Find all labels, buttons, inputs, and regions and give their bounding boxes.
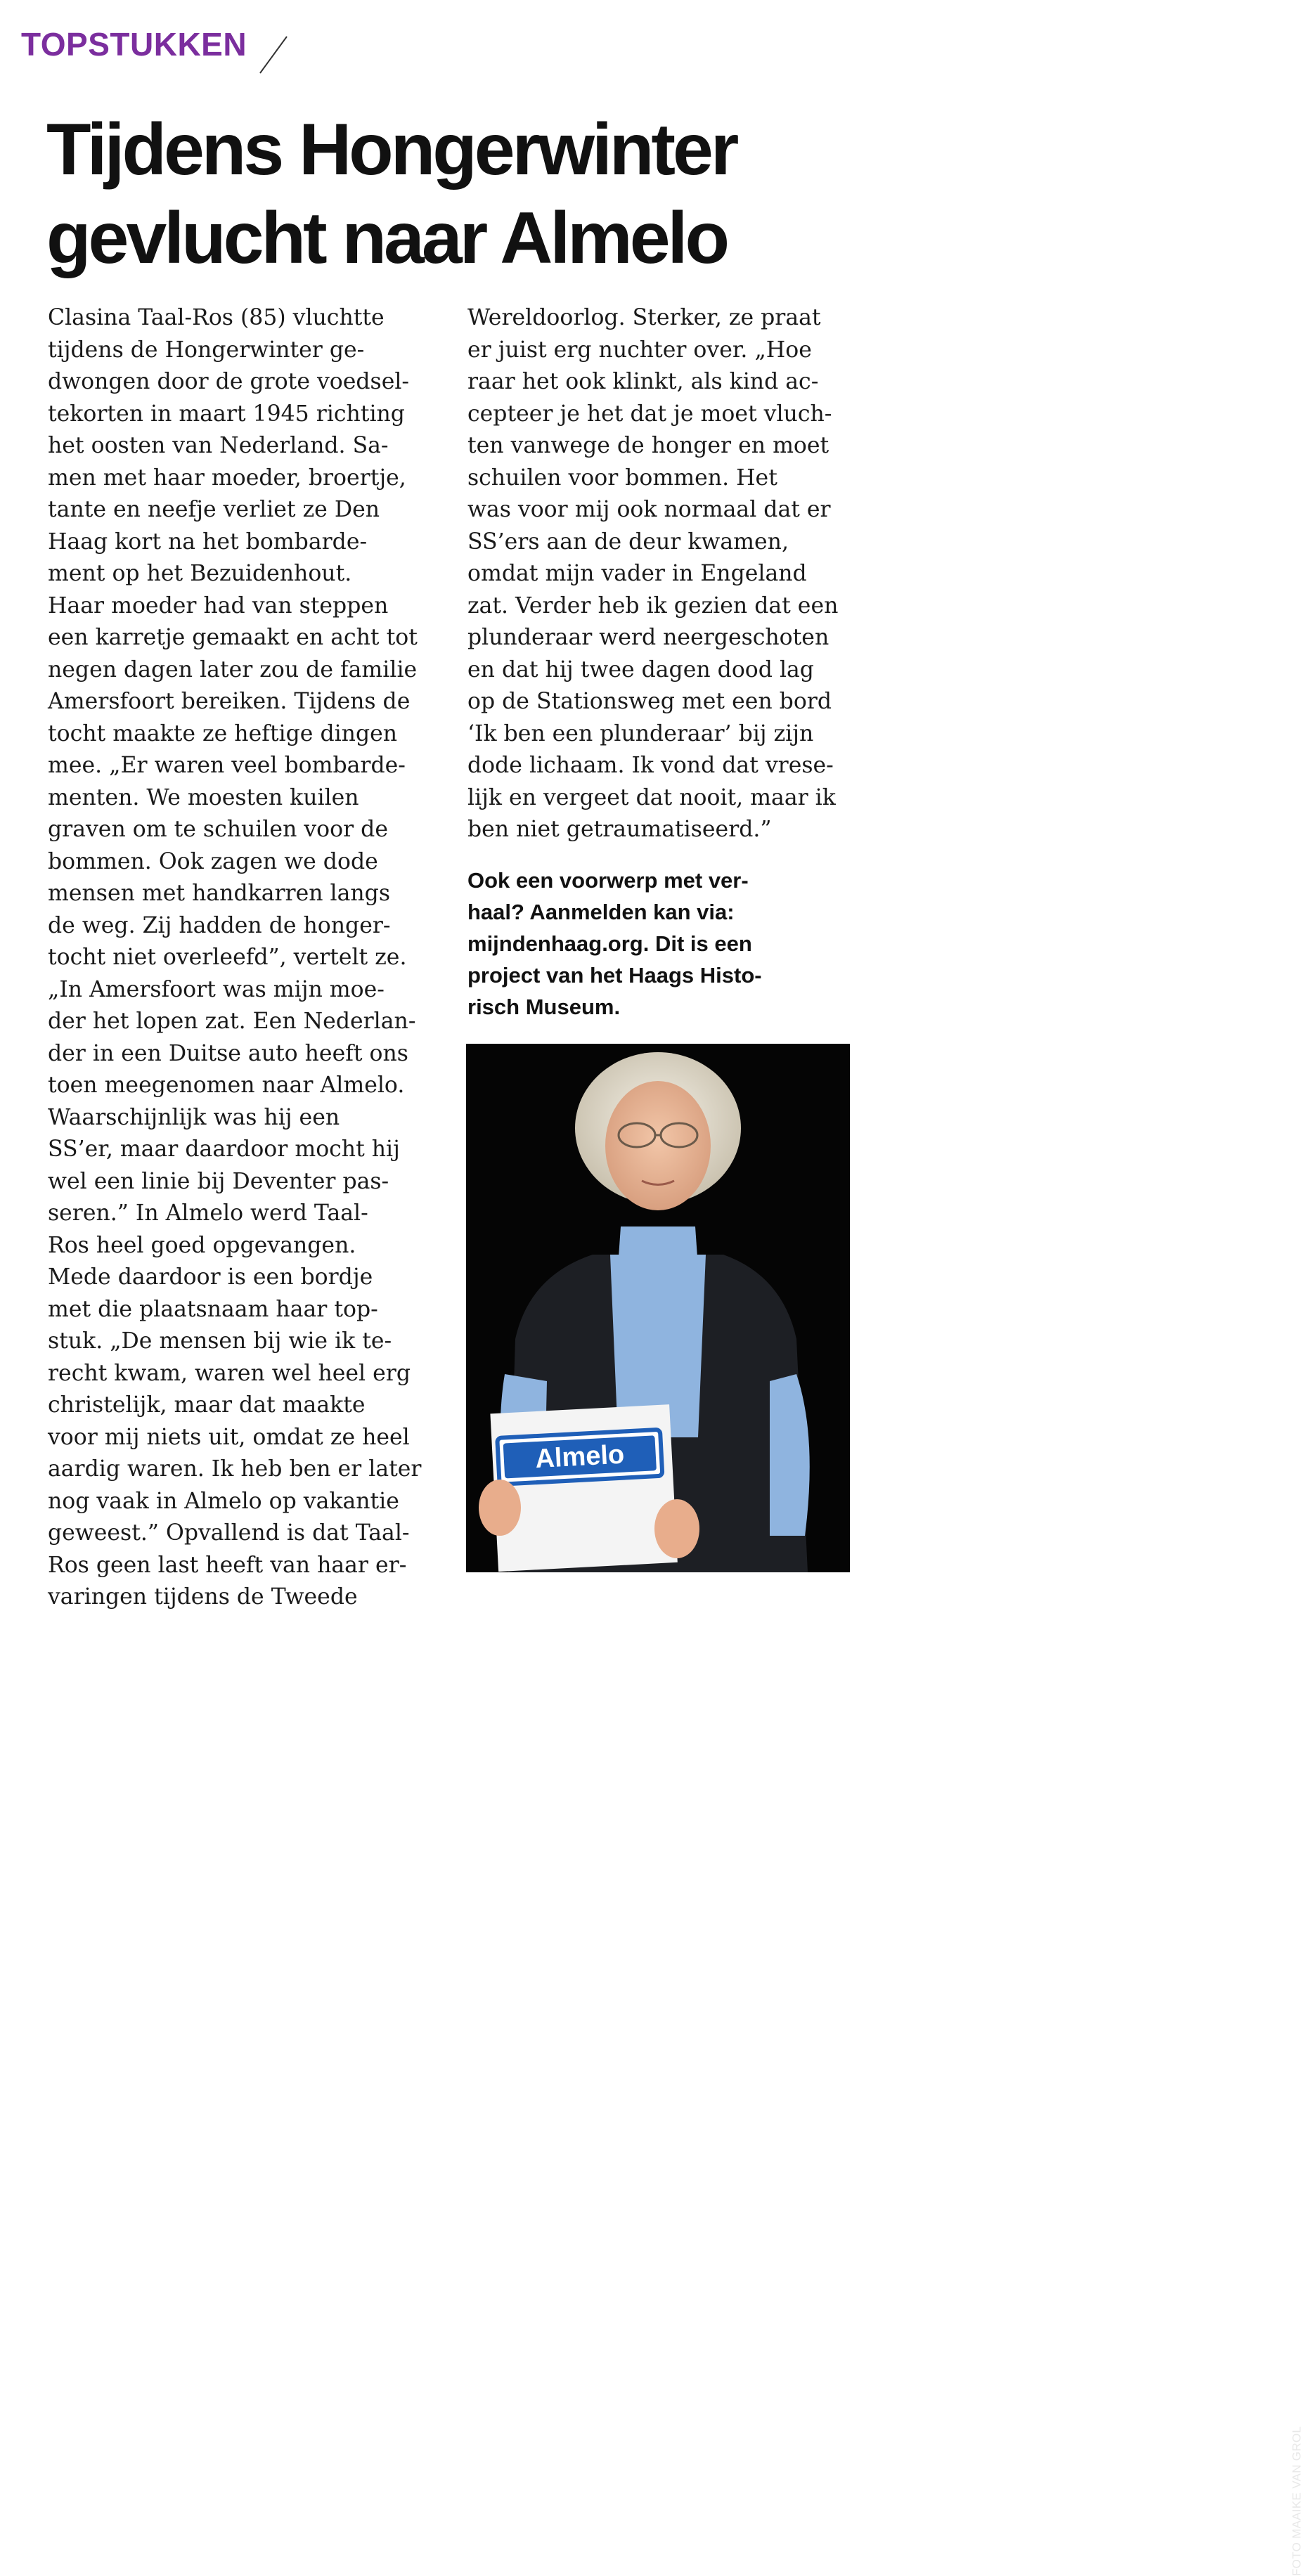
text-line: christelijk, maar dat maakte bbox=[48, 1392, 366, 1418]
text-line: plunderaar werd neergeschoten bbox=[467, 625, 829, 650]
text-line: mensen met handkarren langs bbox=[48, 881, 391, 906]
text-line: was voor mij ook normaal dat er bbox=[467, 497, 831, 522]
section-kicker: TOPSTUKKEN bbox=[21, 26, 247, 63]
text-line: Wereldoorlog. Sterker, ze praat bbox=[467, 305, 821, 330]
text-line: een karretje gemaakt en acht tot bbox=[48, 625, 418, 650]
text-line: negen dagen later zou de familie bbox=[48, 656, 418, 682]
text-line: der het lopen zat. Een Nederlan- bbox=[48, 1009, 416, 1034]
text-line: haal? Aanmelden kan via: bbox=[467, 900, 735, 924]
text-line: mee. „Er waren veel bombarde- bbox=[48, 753, 406, 778]
text-line: cepteer je het dat je moet vluch- bbox=[467, 401, 832, 427]
text-line: menten. We moesten kuilen bbox=[48, 784, 359, 810]
text-line: met die plaatsnaam haar top- bbox=[48, 1296, 378, 1322]
text-line: Ros geen last heeft van haar er- bbox=[48, 1552, 407, 1578]
text-line: risch Museum. bbox=[467, 995, 621, 1019]
text-line: dwongen door de grote voedsel- bbox=[48, 369, 410, 394]
text-line: omdat mijn vader in Engeland bbox=[467, 561, 807, 586]
text-line: ben niet getraumatiseerd.” bbox=[467, 817, 772, 842]
text-line: voor mij niets uit, omdat ze heel bbox=[48, 1424, 410, 1450]
text-line: en dat hij twee dagen dood lag bbox=[467, 656, 814, 682]
text-line: Haag kort na het bombarde- bbox=[48, 529, 368, 555]
text-line: nog vaak in Almelo op vakantie bbox=[48, 1488, 399, 1514]
text-line: tijdens de Hongerwinter ge- bbox=[48, 337, 365, 363]
headline-line: Tijdens Hongerwinter bbox=[46, 109, 737, 190]
text-line: ment op het Bezuidenhout. bbox=[48, 561, 352, 586]
text-line: bommen. Ook zagen we dode bbox=[48, 848, 378, 874]
text-line: seren.” In Almelo werd Taal- bbox=[48, 1200, 368, 1226]
text-line: Amersfoort bereiken. Tijdens de bbox=[48, 689, 411, 714]
headline-line: gevlucht naar Almelo bbox=[46, 198, 727, 279]
text-line: tocht maakte ze heftige dingen bbox=[48, 720, 398, 746]
text-line: ten vanwege de honger en moet bbox=[467, 433, 829, 458]
photo-credit: FOTO MAAIKE VAN GROL bbox=[1290, 2426, 1303, 2576]
text-line: tante en neefje verliet ze Den bbox=[48, 497, 380, 522]
text-line: zat. Verder heb ik gezien dat een bbox=[467, 593, 839, 619]
text-line: Waarschijnlijk was hij een bbox=[48, 1104, 340, 1130]
text-line: het oosten van Nederland. Sa- bbox=[48, 433, 389, 458]
text-line: wel een linie bij Deventer pas- bbox=[48, 1168, 389, 1194]
text-line: tocht niet overleefd”, vertelt ze. bbox=[48, 945, 407, 970]
text-line: SS’ers aan de deur kwamen, bbox=[467, 529, 789, 555]
text-line: geweest.” Opvallend is dat Taal- bbox=[48, 1520, 410, 1546]
article-body-left-column bbox=[48, 302, 441, 1614]
text-line: de weg. Zij hadden de honger- bbox=[48, 912, 391, 938]
portrait-illustration bbox=[466, 1044, 850, 1572]
kicker-slash-divider bbox=[257, 35, 290, 75]
text-line: Clasina Taal-Ros (85) vluchtte bbox=[48, 305, 385, 330]
text-line: aardig waren. Ik heb ben er later bbox=[48, 1456, 422, 1482]
text-line: SS’er, maar daardoor mocht hij bbox=[48, 1137, 400, 1162]
almelo-sign-text: Almelo bbox=[534, 1439, 626, 1475]
text-line: Ros heel goed opgevangen. bbox=[48, 1232, 356, 1258]
article-headline bbox=[46, 105, 883, 283]
text-line: schuilen voor bommen. Het bbox=[467, 465, 777, 491]
callout-box bbox=[467, 865, 861, 1023]
text-line: Mede daardoor is een bordje bbox=[48, 1264, 373, 1290]
text-line: tekorten in maart 1945 richting bbox=[48, 401, 405, 427]
text-line: men met haar moeder, broertje, bbox=[48, 465, 406, 491]
text-line: stuk. „De mensen bij wie ik te- bbox=[48, 1328, 392, 1354]
text-line: mijndenhaag.org. Dit is een bbox=[467, 931, 752, 956]
article-body-right-column bbox=[467, 302, 861, 846]
text-line: project van het Haags Histo- bbox=[467, 963, 762, 988]
text-line: lijk en vergeet dat nooit, maar ik bbox=[467, 784, 836, 810]
text-line: Haar moeder had van steppen bbox=[48, 593, 389, 619]
text-line: raar het ook klinkt, als kind ac- bbox=[467, 369, 819, 394]
portrait-photo bbox=[466, 1044, 1303, 2576]
text-line: dode lichaam. Ik vond dat vrese- bbox=[467, 753, 834, 778]
text-line: er juist erg nuchter over. „Hoe bbox=[467, 337, 812, 363]
text-line: ‘Ik ben een plunderaar’ bij zijn bbox=[467, 720, 814, 746]
text-line: recht kwam, waren wel heel erg bbox=[48, 1360, 411, 1386]
text-line: toen meegenomen naar Almelo. bbox=[48, 1073, 405, 1098]
text-line: op de Stationsweg met een bord bbox=[467, 689, 832, 714]
text-line: der in een Duitse auto heeft ons bbox=[48, 1040, 408, 1066]
text-line: „In Amersfoort was mijn moe- bbox=[48, 976, 385, 1002]
text-line: varingen tijdens de Tweede bbox=[48, 1584, 358, 1610]
text-line: Ook een voorwerp met ver- bbox=[467, 868, 749, 893]
text-line: graven om te schuilen voor de bbox=[48, 817, 388, 842]
